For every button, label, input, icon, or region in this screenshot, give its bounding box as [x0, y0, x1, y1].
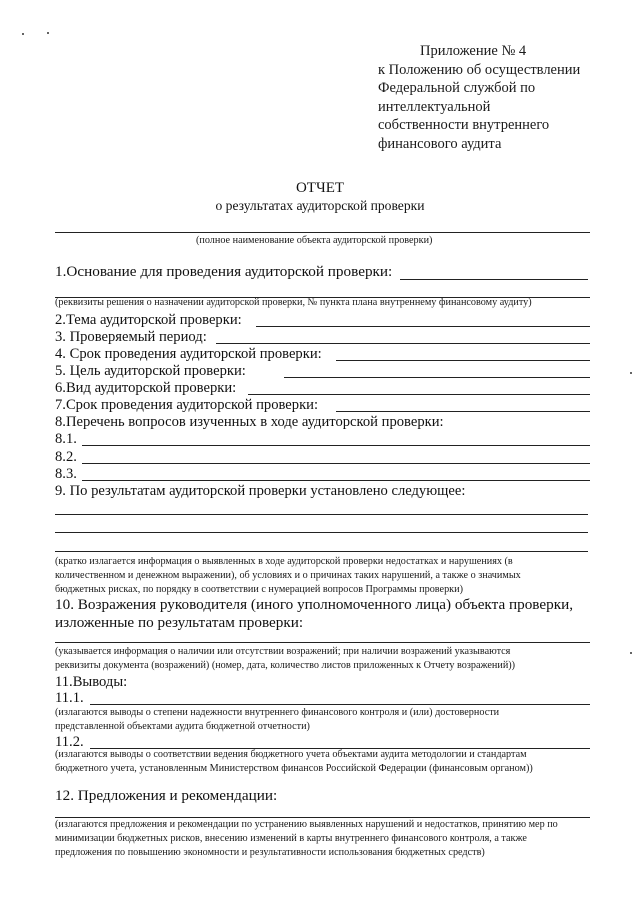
proposals-note-line-3: предложения по повышению экономности и результативности использования бюджетных средств) — [55, 847, 485, 858]
proposals-label: 12. Предложения и рекомендации: — [55, 787, 278, 804]
conclusion-2-note-line-1: (излагаются выводы о соответствии ведения бюджетного учета объектами аудита методологии и стандартам — [55, 749, 527, 760]
results-field-2[interactable] — [55, 532, 588, 533]
topic-field[interactable] — [256, 326, 590, 327]
object-name-field[interactable] — [55, 232, 590, 233]
conclusion-2-note-line-2: бюджетного учета, установленным Министерством финансов Российской Федерации (финансовым органом)) — [55, 763, 533, 774]
term2-field[interactable] — [336, 411, 590, 412]
conclusion-1-label: 11.1. — [55, 690, 84, 706]
scan-speck — [630, 372, 632, 374]
objections-field[interactable] — [55, 642, 590, 643]
period-label: 3. Проверяемый период: — [55, 329, 207, 345]
conclusion-1-field[interactable] — [90, 704, 590, 705]
question-1-label: 8.1. — [55, 431, 77, 447]
annex-line: собственности внутреннего — [378, 117, 550, 133]
results-note-line-1: (кратко излагается информация о выявленных в ходе аудиторской проверки недостатках и нарушениях (в — [55, 556, 513, 567]
kind-field[interactable] — [248, 394, 590, 395]
results-field-3[interactable] — [55, 551, 588, 552]
conclusion-2-label: 11.2. — [55, 734, 84, 750]
period-field[interactable] — [216, 343, 590, 344]
term-label: 4. Срок проведения аудиторской проверки: — [55, 346, 322, 362]
annex-line: финансового аудита — [378, 135, 502, 152]
object-name-note: (полное наименование объекта аудиторской проверки) — [196, 235, 433, 246]
scan-speck — [22, 33, 24, 35]
basis-label: 1.Основание для проведения аудиторской проверки: — [55, 263, 393, 280]
term2-label: 7.Срок проведения аудиторской проверки: — [55, 397, 319, 413]
objections-note-line-2: реквизиты документа (возражений) (номер, дата, количество листов приложенных к Отчету возражений)) — [55, 660, 516, 671]
goal-field[interactable] — [284, 377, 590, 378]
results-note-line-2: количественном и денежном выражении), об условиях и о причинах таких нарушений, а также о значимых — [55, 570, 521, 581]
proposals-note-line-1: (излагаются предложения и рекомендации по устранению выявленных нарушений и недостатков, принятию мер по — [55, 819, 558, 830]
scan-speck — [630, 652, 632, 654]
document-subtitle: о результатах аудиторской проверки — [215, 198, 425, 213]
results-note-line-3: бюджетных рисках, по порядку в соответствии с нумерацией вопросов Программы проверки) — [55, 584, 463, 595]
objections-label-cont: изложенные по результатам проверки: — [55, 614, 304, 631]
objections-note-line-1: (указывается информация о наличии или отсутствии возражений; при наличии возражений указываются — [55, 646, 511, 657]
question-3-label: 8.3. — [55, 466, 77, 482]
annex-line: интеллектуальной — [378, 98, 491, 115]
goal-label: 5. Цель аудиторской проверки: — [55, 363, 246, 379]
annex-number: Приложение № 4 — [420, 43, 527, 59]
kind-label: 6.Вид аудиторской проверки: — [55, 380, 237, 396]
scan-speck — [47, 32, 49, 34]
results-field-1[interactable] — [55, 514, 588, 515]
annex-block — [378, 42, 580, 153]
document-title: ОТЧЕТ — [295, 180, 345, 196]
conclusion-1-note-line-2: представленной объектами аудита бюджетной отчетности) — [55, 721, 310, 732]
annex-line: к Положению об осуществлении — [378, 61, 581, 78]
annex-line: Федеральной службой по — [378, 80, 536, 96]
basis-field[interactable] — [400, 279, 588, 280]
basis-note: (реквизиты решения о назначении аудиторской проверки, № пункта плана внутреннему финансовому аудиту) — [55, 297, 532, 308]
question-1-field[interactable] — [82, 445, 590, 446]
topic-label: 2.Тема аудиторской проверки: — [55, 312, 242, 328]
objections-label: 10. Возражения руководителя (иного уполномоченного лица) объекта проверки, — [55, 596, 574, 613]
questions-label: 8.Перечень вопросов изученных в ходе аудиторской проверки: — [55, 414, 444, 430]
term-field[interactable] — [336, 360, 590, 361]
question-3-field[interactable] — [82, 480, 590, 481]
proposals-note-line-2: минимизации бюджетных рисков, внесению изменений в карты внутреннего финансового контроля, а также — [55, 833, 527, 844]
question-2-field[interactable] — [82, 463, 590, 464]
results-label: 9. По результатам аудиторской проверки установлено следующее: — [55, 483, 466, 499]
conclusions-label: 11.Выводы: — [55, 674, 128, 690]
conclusion-1-note-line-1: (излагаются выводы о степени надежности внутреннего финансового контроля и (или) достоверности — [55, 707, 500, 718]
question-2-label: 8.2. — [55, 449, 77, 465]
